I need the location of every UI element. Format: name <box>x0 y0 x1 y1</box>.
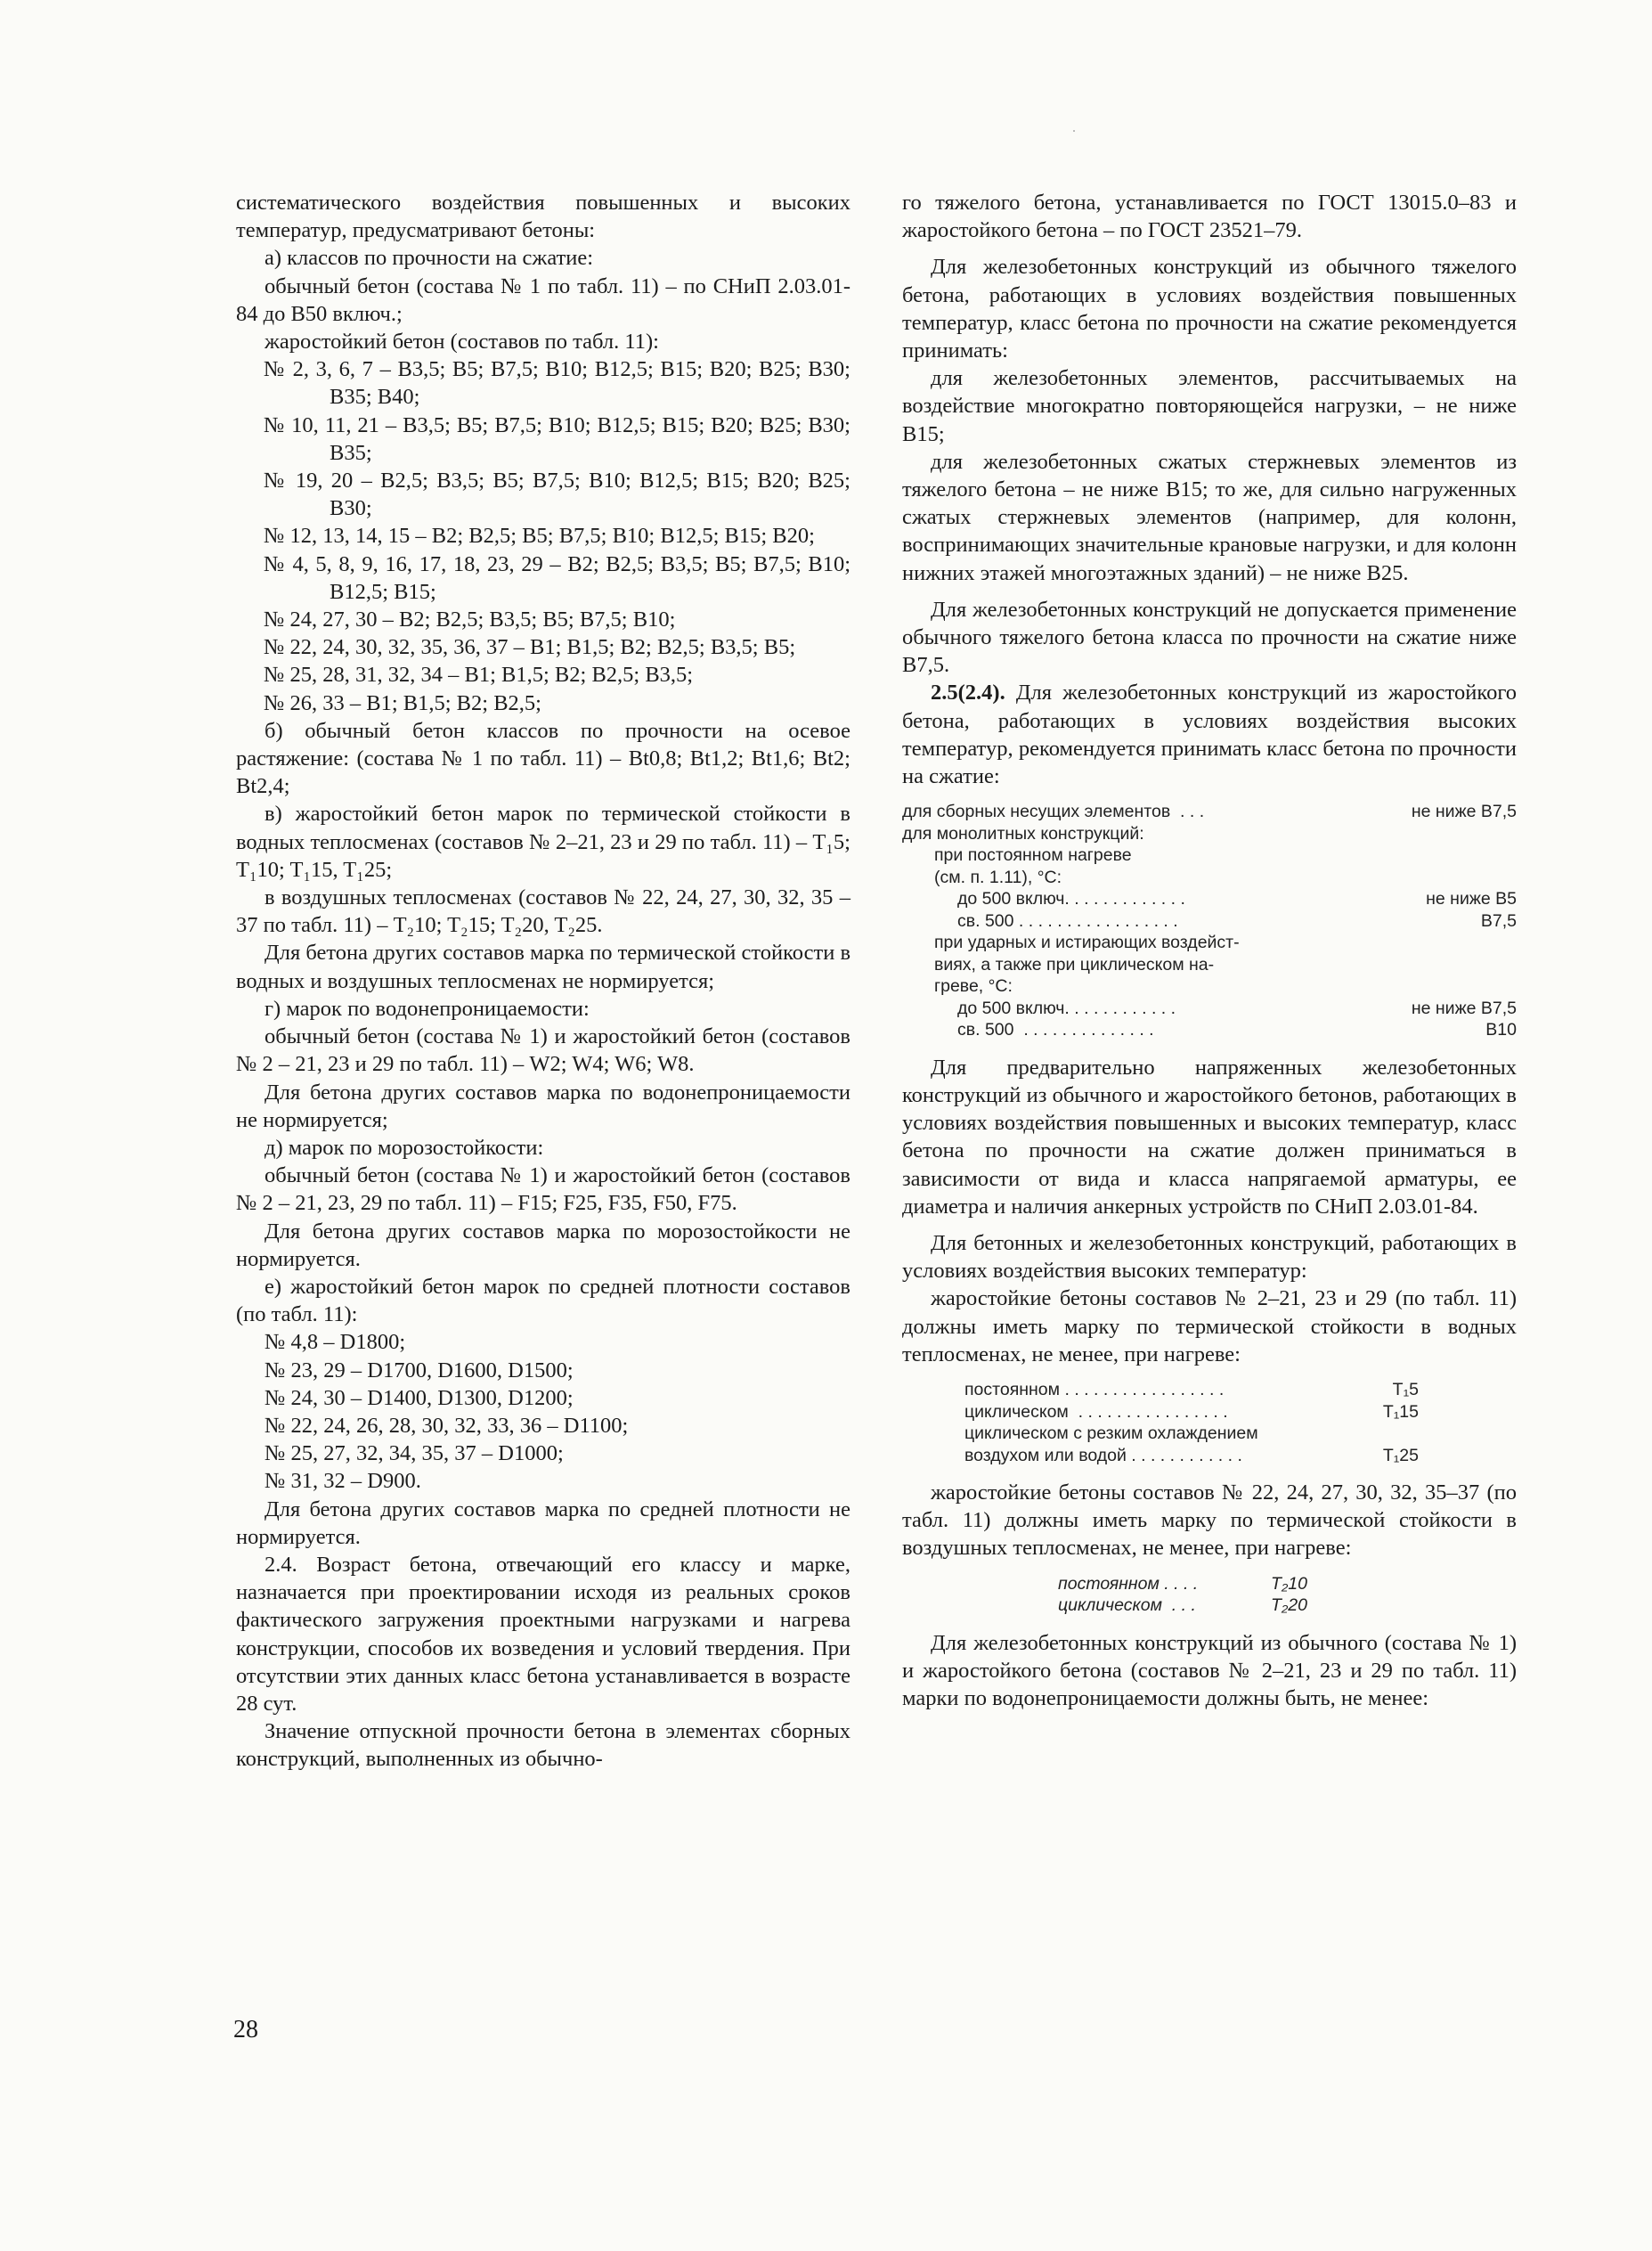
class-list-item: № 2, 3, 6, 7 – В3,5; В5; В7,5; В10; В12,5; В15; В20; В25; В30; В35; В40; <box>264 357 850 410</box>
spec-label: постоянном . . . . <box>1058 1573 1199 1594</box>
paragraph: жаростойкие бетоны составов № 2–21, 23 и 29 (по табл. 11) должны иметь марку по термической стойкости в водных теплосменах, не менее, при нагреве: <box>902 1286 1517 1366</box>
spec-row <box>964 1445 1419 1467</box>
paragraph: Для железобетонных конструкций не допускается применение обычного тяжелого бетона класса по прочности на сжатие ниже В7,5. <box>902 597 1517 678</box>
paragraph: для железобетонных сжатых стержневых элементов из тяжелого бетона – не ниже В15; то же, для сильно нагруженных сжатых стержневых элементов (например, для колонн, воспринимающих значительные крановые нагрузки, и для колонн нижних этажей многоэтажных зданий) – не ниже В25. <box>902 449 1517 585</box>
spec-label: до 500 включ. . . . . . . . . . . . <box>957 998 1176 1018</box>
spec-value: В10 <box>1485 1020 1517 1040</box>
spec-heading: (см. п. 1.11), °С: <box>934 867 1062 887</box>
spec-heading: циклическом с резким охлаждением <box>964 1423 1258 1443</box>
spec-heading: при ударных и истирающих воздейст- <box>934 933 1240 953</box>
left-column <box>236 189 850 1774</box>
page-number: 28 <box>233 2016 258 2043</box>
paragraph: Для бетона других составов марка по термической стойкости в водных и воздушных теплосменах не нормируется; <box>236 941 851 993</box>
spec-heading: греве, °С: <box>934 976 1013 997</box>
spec-row <box>1058 1573 1307 1595</box>
paragraph: Для железобетонных конструкций из обычного (состава № 1) и жаростойкого бетона (составов № 2–21, 23 и 29 по табл. 11) марки по водонепроницаемости должны быть, не менее: <box>902 1630 1517 1711</box>
density-item: № 24, 30 – D1400, D1300, D1200; <box>264 1385 574 1410</box>
spec-value: не ниже В7,5 <box>1411 998 1517 1018</box>
paragraph: для железобетонных элементов, рассчитываемых на воздействие многократно повторяющейся нагрузки, – не ниже В15; <box>902 366 1517 446</box>
paragraph: а) классов по прочности на сжатие: <box>264 246 594 271</box>
paragraph: Для бетона других составов марка по средней плотности не нормируется. <box>236 1497 850 1549</box>
paragraph: систематического воздействия повышенных и высоких температур, предусматривают бетоны: <box>236 191 850 243</box>
paragraph: е) жаростойкий бетон марок по средней плотности составов (по табл. 11): <box>236 1274 850 1327</box>
spec-label: св. 500 . . . . . . . . . . . . . . . . . <box>957 910 1178 931</box>
spec-row <box>964 1401 1419 1423</box>
spec-row <box>1058 1594 1307 1617</box>
thermal-resistance-air-list <box>1058 1573 1307 1617</box>
spec-value: не ниже В5 <box>1426 889 1517 909</box>
section-2-5 <box>902 679 1517 790</box>
spec-value: T₁15 <box>1382 1401 1419 1422</box>
spec-label: до 500 включ. . . . . . . . . . . . . <box>957 889 1185 909</box>
spec-value: T₂20 <box>1270 1595 1307 1616</box>
section-text: Для железобетонных конструкций из жаростойкого бетона, работающих в условиях воздействия высоких температур, рекомендуется принимать класс бетона по прочности на сжатие: <box>902 681 1518 789</box>
paragraph: Для бетона других составов марка по водонепроницаемости не нормируется; <box>236 1080 850 1132</box>
class-list-item: № 25, 28, 31, 32, 34 – В1; В1,5; В2; В2,5; В3,5; <box>264 663 694 688</box>
paragraph: Для предварительно напряженных железобетонных конструкций из обычного и жаростойкого бетонов, работающих в условиях воздействия повышенных и высоких температур, класс бетона по прочности на сжатие должен приниматься в зависимости от вида и класса напрягаемой арматуры, ее диаметра и наличия анкерных устройств по СНиП 2.03.01-84. <box>902 1055 1517 1219</box>
right-column <box>902 189 1517 1712</box>
spec-row <box>902 888 1517 910</box>
class-list-item: № 24, 27, 30 – В2; В2,5; В3,5; В5; В7,5; В10; <box>264 608 676 632</box>
paragraph: г) марок по водонепроницаемости: <box>264 996 590 1021</box>
class-list-item: № 10, 11, 21 – В3,5; В5; В7,5; В10; В12,5; В15; В20; В25; В30; В35; <box>264 412 850 465</box>
spec-row <box>902 910 1517 933</box>
density-item: № 25, 27, 32, 34, 35, 37 – D1000; <box>264 1441 564 1466</box>
section-number: 2.5(2.4). <box>931 681 1005 705</box>
spec-label: воздухом или водой . . . . . . . . . . . . <box>964 1445 1242 1465</box>
spec-value: T₁5 <box>1392 1380 1419 1399</box>
thermal-resistance-water-list <box>964 1379 1419 1466</box>
spec-row <box>902 998 1517 1020</box>
class-list-item: № 26, 33 – В1; В1,5; В2; В2,5; <box>264 690 541 715</box>
spec-value: не ниже В7,5 <box>1411 802 1517 822</box>
spec-label: циклическом . . . <box>1058 1595 1196 1616</box>
density-item: № 4,8 – D1800; <box>264 1330 406 1355</box>
paragraph: б) обычный бетон классов по прочности на осевое растяжение: (состава № 1 по табл. 11) – Bt0,8; Bt1,2; Bt1,6; Bt2; Bt2,4; <box>236 718 850 799</box>
paragraph: Значение отпускной прочности бетона в элементах сборных конструкций, выполненных из обычно- <box>236 1719 850 1772</box>
density-item: № 23, 29 – D1700, D1600, D1500; <box>264 1358 574 1382</box>
paragraph: Для железобетонных конструкций из обычного тяжелого бетона, работающих в условиях воздействия повышенных температур, класс бетона по прочности на сжатие рекомендуется принимать: <box>902 255 1517 363</box>
spec-row <box>964 1379 1419 1401</box>
paragraph: обычный бетон (состава № 1) и жаростойкий бетон (составов № 2 – 21, 23 и 29 по табл. 11) – W2; W4; W6; W8. <box>236 1024 850 1077</box>
paragraph: в) жаростойкий бетон марок по термической стойкости в водных теплосменах (составов № 2–21, 23 и 29 по табл. 11) – T₁5; T₁10; T₁15, T₁25; <box>236 802 850 882</box>
density-item: № 22, 24, 26, 28, 30, 32, 33, 36 – D1100; <box>264 1413 629 1438</box>
spec-value: T₂10 <box>1270 1573 1307 1594</box>
class-list-item: № 19, 20 – В2,5; В3,5; В5; В7,5; В10; В12,5; В15; В20; В25; В30; <box>264 469 850 521</box>
spec-heading: при постоянном нагреве <box>934 845 1132 866</box>
class-requirements-list <box>902 801 1517 1041</box>
spec-row <box>902 1019 1517 1041</box>
paragraph: в воздушных теплосменах (составов № 22, 24, 27, 30, 32, 35 – 37 по табл. 11) – T₂10; T₂15; T₂20, T₂25. <box>236 885 850 938</box>
class-list-item: № 22, 24, 30, 32, 35, 36, 37 – В1; В1,5; В2; В2,5; В3,5; В5; <box>264 635 796 660</box>
paragraph: д) марок по морозостойкости: <box>264 1135 544 1160</box>
density-item: № 31, 32 – D900. <box>264 1469 421 1494</box>
paragraph: жаростойкий бетон (составов по табл. 11): <box>264 330 659 355</box>
scan-speck <box>1073 130 1075 132</box>
paragraph: го тяжелого бетона, устанавливается по ГОСТ 13015.0–83 и жаростойкого бетона – по ГОСТ 23521–79. <box>902 191 1517 243</box>
spec-label: циклическом . . . . . . . . . . . . . . . . <box>964 1401 1228 1422</box>
paragraph: жаростойкие бетоны составов № 22, 24, 27, 30, 32, 35–37 (по табл. 11) должны иметь марку по термической стойкости в воздушных теплосменах, не менее, при нагреве: <box>902 1480 1517 1561</box>
spec-value: В7,5 <box>1480 910 1517 931</box>
spec-heading: виях, а также при циклическом на- <box>934 954 1215 975</box>
spec-heading: для монолитных конструкций: <box>902 823 1144 844</box>
spec-row <box>902 801 1517 823</box>
paragraph: обычный бетон (состава № 1) и жаростойкий бетон (составов № 2 – 21, 23, 29 по табл. 11) – F15; F25, F35, F50, F75. <box>236 1163 850 1216</box>
paragraph: Для бетонных и железобетонных конструкций, работающих в условиях воздействия высоких температур: <box>902 1230 1517 1284</box>
spec-value: T₁25 <box>1382 1445 1419 1465</box>
class-list-item: № 4, 5, 8, 9, 16, 17, 18, 23, 29 – В2; В2,5; В3,5; В5; В7,5; В10; В12,5; В15; <box>264 551 850 604</box>
paragraph: Для бетона других составов марка по морозостойкости не нормируется. <box>236 1219 850 1271</box>
paragraph: обычный бетон (состава № 1 по табл. 11) – по СНиП 2.03.01-84 до В50 включ.; <box>236 273 850 326</box>
spec-label: для сборных несущих элементов . . . <box>902 802 1205 822</box>
spec-label: постоянном . . . . . . . . . . . . . . . . . <box>964 1380 1225 1399</box>
class-list-item: № 12, 13, 14, 15 – В2; В2,5; В5; В7,5; В10; В12,5; В15; В20; <box>264 524 815 549</box>
spec-label: св. 500 . . . . . . . . . . . . . . <box>957 1020 1154 1040</box>
section-2-4: 2.4. Возраст бетона, отвечающий его классу и марке, назначается при проектировании исходя из реальных сроков фактического загружения проектными нагрузками и нагрева конструкции, способов их возведения и условий твердения. При отсутствии этих данных класс бетона устанавливается в возрасте 28 сут. <box>236 1552 850 1716</box>
